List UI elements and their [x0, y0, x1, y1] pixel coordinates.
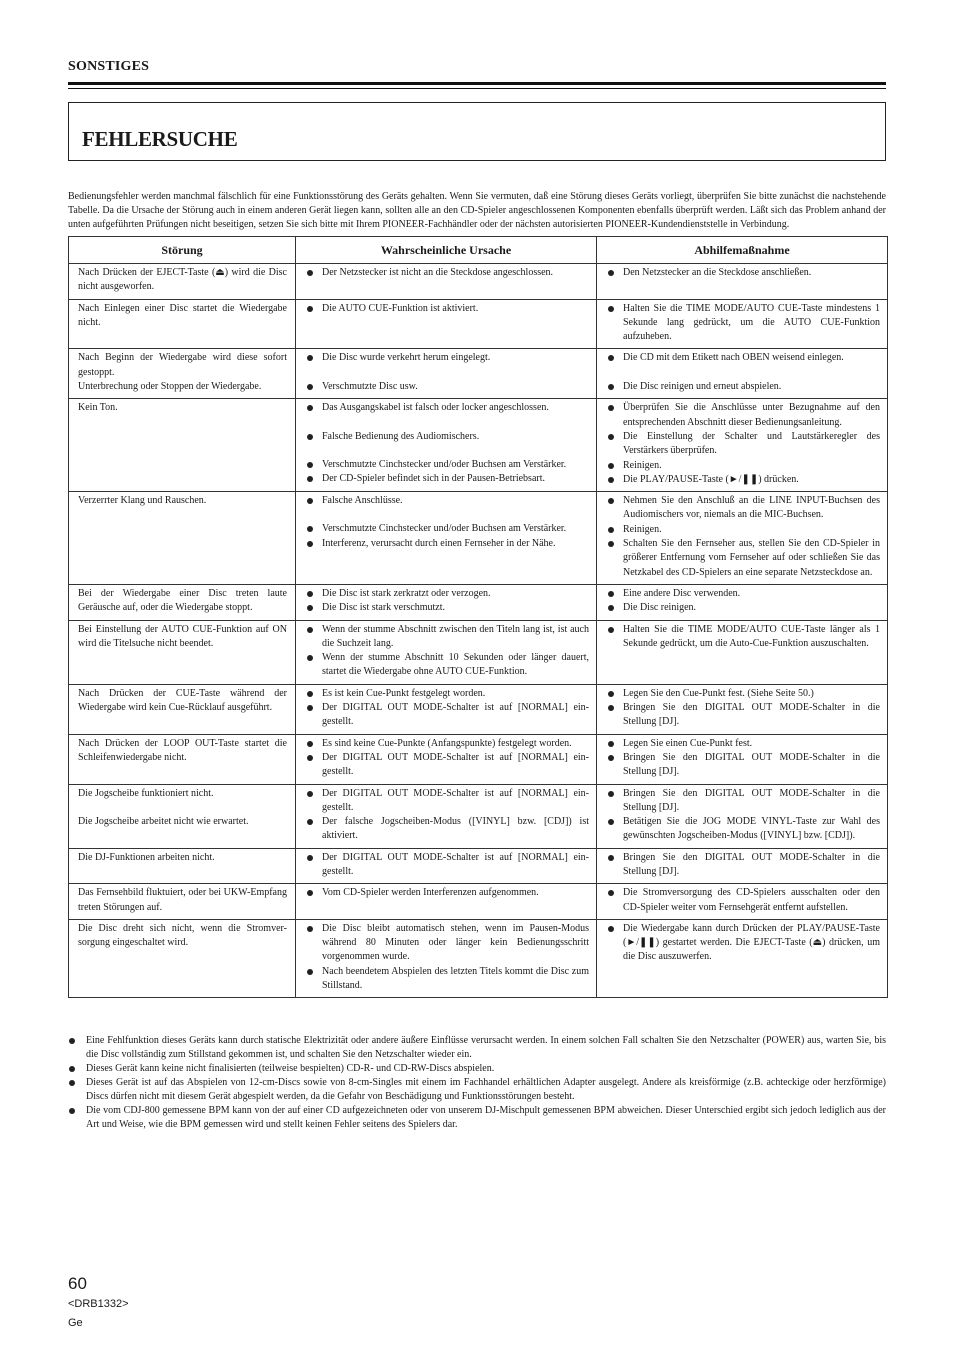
- bullet-item: Der Netzstecker ist nicht an die Steckdose angeschlossen.: [304, 266, 589, 280]
- spacer: [78, 801, 287, 815]
- bullet-item: Verschmutzte Disc usw.: [304, 380, 589, 394]
- bullet-item: Legen Sie den Cue-Punkt fest. (Siehe Seite 50.): [605, 687, 880, 701]
- cause-cell: [296, 584, 597, 620]
- cause-cell: [296, 620, 597, 684]
- cause-cell: [296, 734, 597, 784]
- table-row: [69, 734, 888, 784]
- note-item: Die vom CDJ-800 gemessene BPM kann von der auf einer CD aufgezeichneten oder von unserem DJ-Mischpult gemessenen BPM abweichen. Dieser Unterschied ergibt sich jedoch lediglich aus der Art und Weise, wie die BPM gemessen wird und stellt keinen Fehler seitens des Spielers dar.: [68, 1104, 886, 1132]
- bullet-item: Das Ausgangskabel ist falsch oder locker angeschlossen.: [304, 401, 589, 415]
- header-rule-thick: [68, 82, 886, 85]
- bullet-item: Die Disc wurde verkehrt herum eingelegt.: [304, 351, 589, 365]
- symptom-text: Nach Drücken der LOOP OUT-Taste startet die Schleifenwiedergabe nicht.: [78, 737, 287, 763]
- table-row: [69, 264, 888, 300]
- remedy-cell: [597, 264, 888, 300]
- cause-cell: [296, 492, 597, 585]
- table-header-row: [69, 237, 888, 264]
- symptom-text: Nach Einlegen einer Disc startet die Wiedergabe nicht.: [78, 302, 287, 328]
- cause-cell: [296, 264, 597, 300]
- remedy-cell: [597, 884, 888, 920]
- symptom-cell: [69, 684, 296, 734]
- remedy-cell: [597, 848, 888, 884]
- spacer: [304, 508, 589, 522]
- bullet-item: Nach beendetem Abspielen des letzten Titels kommt die Disc zum Stillstand.: [304, 965, 589, 994]
- symptom-text: Verzerrter Klang und Rauschen.: [78, 495, 207, 507]
- symptom-cell: [69, 919, 296, 997]
- symptom-text: Nach Drücken der CUE-Taste während der Wiedergabe wird kein Cue-Rücklauf ausgeführt.: [78, 687, 287, 714]
- column-header-remedy: Abhilfemaßnahme: [597, 237, 888, 264]
- symptom-text: Nach Drücken der EJECT-Taste (⏏) wird die Disc nicht ausgeworfen.: [78, 267, 287, 293]
- bullet-item: Der falsche Jogscheiben-Modus ([VINYL] bzw. [CDJ]) ist aktiviert.: [304, 815, 589, 844]
- table-row: [69, 919, 888, 997]
- bullet-item: Der CD-Spieler befindet sich in der Pausen-Betriebsart.: [304, 472, 589, 486]
- symptom-text: Die Jogscheibe funktioniert nicht.: [78, 787, 214, 799]
- spacer: [304, 444, 589, 458]
- bullet-item: Der DIGITAL OUT MODE-Schalter ist auf [NORMAL] ein-gestellt.: [304, 701, 589, 730]
- notes-list: [68, 1034, 886, 1132]
- symptom-cell: [69, 884, 296, 920]
- note-item: Dieses Gerät ist auf das Abspielen von 12-cm-Discs sowie von 8-cm-Singles mit einem im Fachhandel erhältlichen Adapter ausgelegt. Andere als kreisförmige (z.B. achteckige oder herzförmige) Discs dürfen nicht mit diesem Gerät abgespielt werden, da die Gefahr von Beschädigung und Funktionsstörungen besteht.: [68, 1076, 886, 1104]
- cause-cell: [296, 784, 597, 848]
- note-item: Eine Fehlfunktion dieses Geräts kann durch statische Elektrizität oder andere äußere Einflüsse verursacht werden. In einem solchen Fall schalten Sie den Netzschalter (POWER) aus, warten Sie, bis die Disc vollständig zum Stillstand gekommen ist, und schalten Sie den Netzschalter wieder ein.: [68, 1034, 886, 1062]
- spacer: [304, 366, 589, 380]
- bullet-item: Die CD mit dem Etikett nach OBEN weisend einlegen.: [605, 351, 880, 365]
- section-label: SONSTIGES: [68, 59, 150, 74]
- symptom-text: Bei Einstellung der AUTO CUE-Funktion auf ON wird die Titelsuche nicht beendet.: [78, 623, 287, 649]
- cause-cell: [296, 919, 597, 997]
- bullet-item: Den Netzstecker an die Steckdose anschließen.: [605, 266, 880, 280]
- bullet-item: Halten Sie die TIME MODE/AUTO CUE-Taste mindestens 1 Sekunde lang gedrückt, um die AUTO CUE-Funktion aufzuheben.: [605, 302, 880, 345]
- cause-cell: [296, 884, 597, 920]
- bullet-item: Die Disc bleibt automatisch stehen, wenn im Pausen-Modus während 80 Minuten oder länger kein Bedienungsschritt vorgenommen wurde.: [304, 922, 589, 965]
- cause-cell: [296, 848, 597, 884]
- symptom-text: Die Jogscheibe arbeitet nicht wie erwartet.: [78, 815, 249, 827]
- bullet-item: Schalten Sie den Fernseher aus, stellen Sie den CD-Spieler in größerer Entfernung vom Fernseher auf oder schließen Sie das Netzkabel des CD-Spielers an eine separate Netzsteckdose an.: [605, 537, 880, 580]
- bullet-item: Interferenz, verursacht durch einen Fernseher in der Nähe.: [304, 537, 589, 551]
- note-item: Dieses Gerät kann keine nicht finalisierten (teilweise bespielten) CD-R- und CD-RW-Discs abspielen.: [68, 1062, 886, 1076]
- table-row: [69, 399, 888, 492]
- symptom-cell: [69, 399, 296, 492]
- bullet-item: Betätigen Sie die JOG MODE VINYL-Taste zur Wahl des gewünschten Jogscheiben-Modus ([VINYL] bzw. [CDJ]).: [605, 815, 880, 844]
- bullet-item: Reinigen.: [605, 523, 880, 537]
- symptom-text: Die Disc dreht sich nicht, wenn die Stromver-sorgung eingeschaltet wird.: [78, 922, 287, 949]
- remedy-cell: [597, 584, 888, 620]
- bullet-item: Bringen Sie den DIGITAL OUT MODE-Schalter in die Stellung [DJ].: [605, 751, 880, 780]
- symptom-text: Das Fernsehbild fluktuiert, oder bei UKW-Empfang treten Störungen auf.: [78, 887, 287, 913]
- page-number: 60: [68, 1274, 87, 1293]
- symptom-text: Die DJ-Funktionen arbeiten nicht.: [78, 851, 215, 863]
- symptom-cell: [69, 492, 296, 585]
- table-row: [69, 299, 888, 349]
- bullet-item: Es sind keine Cue-Punkte (Anfangspunkte) festgelegt worden.: [304, 737, 589, 751]
- remedy-cell: [597, 684, 888, 734]
- bullet-item: Nehmen Sie den Anschluß an die LINE INPUT-Buchsen des Audiomischers vor, niemals an die MIC-Buchsen.: [605, 494, 880, 523]
- remedy-cell: [597, 919, 888, 997]
- remedy-cell: [597, 784, 888, 848]
- bullet-item: Die Disc ist stark verschmutzt.: [304, 601, 589, 615]
- symptom-cell: [69, 264, 296, 300]
- header-rule-thin: [68, 88, 886, 89]
- remedy-cell: [597, 349, 888, 399]
- table-row: [69, 620, 888, 684]
- bullet-item: Die Disc reinigen und erneut abspielen.: [605, 380, 880, 394]
- bullet-item: Verschmutzte Cinchstecker und/oder Buchsen am Verstärker.: [304, 458, 589, 472]
- page-title: FEHLERSUCHE: [82, 127, 238, 151]
- bullet-item: Legen Sie einen Cue-Punkt fest.: [605, 737, 880, 751]
- symptom-cell: [69, 620, 296, 684]
- language-code: Ge: [68, 1317, 83, 1329]
- bullet-item: Bringen Sie den DIGITAL OUT MODE-Schalter in die Stellung [DJ].: [605, 787, 880, 816]
- bullet-item: Die Disc ist stark zerkratzt oder verzogen.: [304, 587, 589, 601]
- symptom-text: Kein Ton.: [78, 402, 118, 414]
- bullet-item: Die Einstellung der Schalter und Lautstärkeregler des Verstärkers überprüfen.: [605, 430, 880, 459]
- cause-cell: [296, 399, 597, 492]
- bullet-item: Es ist kein Cue-Punkt festgelegt worden.: [304, 687, 589, 701]
- remedy-cell: [597, 492, 888, 585]
- bullet-item: Falsche Anschlüsse.: [304, 494, 589, 508]
- table-row: [69, 784, 888, 848]
- symptom-cell: [69, 299, 296, 349]
- symptom-cell: [69, 734, 296, 784]
- cause-cell: [296, 684, 597, 734]
- symptom-text: Unterbrechung oder Stoppen der Wiedergabe.: [78, 381, 262, 393]
- symptom-text: Nach Beginn der Wiedergabe wird diese sofort gestoppt.: [78, 352, 287, 378]
- title-box: [68, 102, 886, 161]
- cause-cell: [296, 299, 597, 349]
- bullet-item: Eine andere Disc verwenden.: [605, 587, 880, 601]
- bullet-item: Die AUTO CUE-Funktion ist aktiviert.: [304, 302, 589, 316]
- symptom-text: Bei der Wiedergabe einer Disc treten laute Geräusche auf, oder die Wiedergabe stoppt.: [78, 587, 287, 614]
- bullet-item: Der DIGITAL OUT MODE-Schalter ist auf [NORMAL] ein-gestellt.: [304, 751, 589, 780]
- bullet-item: Wenn der stumme Abschnitt 10 Sekunden oder länger dauert, startet die Wiedergabe ohne AUTO CUE-Funktion.: [304, 651, 589, 680]
- column-header-cause: Wahrscheinliche Ursache: [296, 237, 597, 264]
- bullet-item: Bringen Sie den DIGITAL OUT MODE-Schalter in die Stellung [DJ].: [605, 851, 880, 880]
- table-row: [69, 848, 888, 884]
- remedy-cell: [597, 299, 888, 349]
- document-code: <DRB1332>: [68, 1298, 129, 1310]
- bullet-item: Bringen Sie den DIGITAL OUT MODE-Schalter in die Stellung [DJ].: [605, 701, 880, 730]
- bullet-item: Halten Sie die TIME MODE/AUTO CUE-Taste länger als 1 Sekunde gedrückt, um die Auto-Cue-Funktion auszuschalten.: [605, 623, 880, 652]
- table-row: [69, 584, 888, 620]
- bullet-item: Falsche Bedienung des Audiomischers.: [304, 430, 589, 444]
- remedy-cell: [597, 620, 888, 684]
- spacer: [304, 416, 589, 430]
- symptom-cell: [69, 848, 296, 884]
- troubleshooting-table: [68, 236, 888, 998]
- symptom-cell: [69, 784, 296, 848]
- intro-paragraph: Bedienungsfehler werden manchmal fälschlich für eine Funktionsstörung des Geräts gehalten. Wenn Sie vermuten, daß eine Störung dieses Geräts vorliegt, überprüfen Sie bitte zunächst die nachstehende Tabelle. Da die Ursache der Störung auch in einem anderen Gerät liegen kann, sollten alle an den CD-Spieler angeschlossenen Komponenten ebenfalls überprüft werden. Läßt sich das Problem anhand der unten aufgeführten Prüfungen nicht beseitigen, setzen Sie sich bitte mit Ihrem PIONEER-Fachhändler oder der nächsten autorisierten PIONEER-Kundendienststelle in Verbindung.: [68, 191, 886, 230]
- bullet-item: Wenn der stumme Abschnitt zwischen den Titeln lang ist, ist auch die Suchzeit lang.: [304, 623, 589, 652]
- remedy-cell: [597, 734, 888, 784]
- bullet-item: Der DIGITAL OUT MODE-Schalter ist auf [NORMAL] ein-gestellt.: [304, 787, 589, 816]
- spacer: [605, 366, 880, 380]
- bullet-item: Die Stromversorgung des CD-Spielers ausschalten oder den CD-Spieler weiter vom Fernsehgerät entfernt aufstellen.: [605, 886, 880, 915]
- remedy-cell: [597, 399, 888, 492]
- table-row: [69, 684, 888, 734]
- bullet-item: Vom CD-Spieler werden Interferenzen aufgenommen.: [304, 886, 589, 900]
- table-row: [69, 884, 888, 920]
- bullet-item: Reinigen.: [605, 459, 880, 473]
- bullet-item: Die Disc reinigen.: [605, 601, 880, 615]
- bullet-item: Die Wiedergabe kann durch Drücken der PLAY/PAUSE-Taste (►/❚❚) gestartet werden. Die EJECT-Taste (⏏) drücken, um die Disc auszuwerfen.: [605, 922, 880, 965]
- table-row: [69, 349, 888, 399]
- bullet-item: Überprüfen Sie die Anschlüsse unter Bezugnahme auf den entsprechenden Abschnitt dieser Bedienungsanleitung.: [605, 401, 880, 430]
- bullet-item: Verschmutzte Cinchstecker und/oder Buchsen am Verstärker.: [304, 522, 589, 536]
- bullet-item: Die PLAY/PAUSE-Taste (►/❚❚) drücken.: [605, 473, 880, 487]
- table-row: [69, 492, 888, 585]
- symptom-cell: [69, 584, 296, 620]
- bullet-item: Der DIGITAL OUT MODE-Schalter ist auf [NORMAL] ein-gestellt.: [304, 851, 589, 880]
- column-header-symptom: Störung: [69, 237, 296, 264]
- symptom-cell: [69, 349, 296, 399]
- cause-cell: [296, 349, 597, 399]
